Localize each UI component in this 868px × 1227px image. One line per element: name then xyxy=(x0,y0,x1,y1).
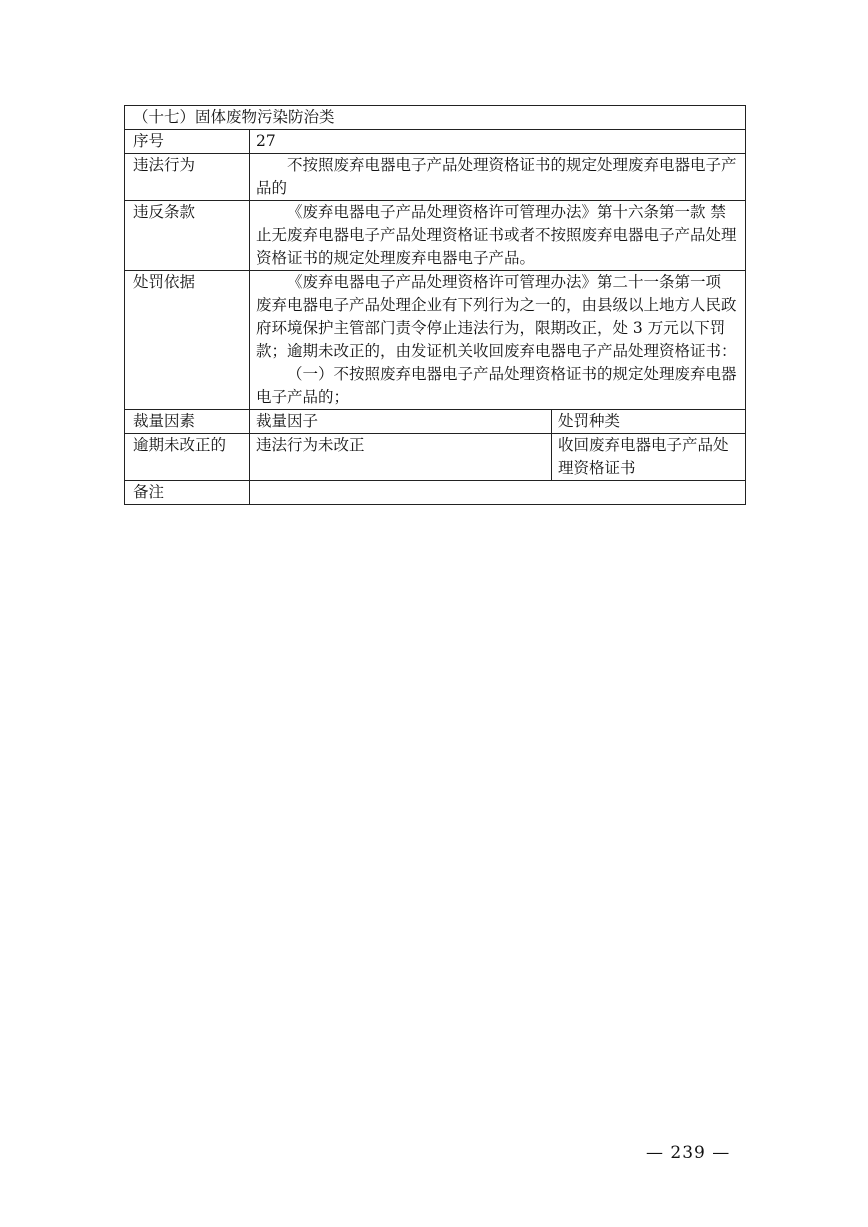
penalty-table xyxy=(124,105,746,505)
violated-clause-label: 违反条款 xyxy=(125,201,250,271)
violated-clause-cell xyxy=(250,201,746,271)
penalty-type-value: 收回废弃电器电子产品处理资格证书 xyxy=(552,434,746,481)
penalty-basis-label: 处罚依据 xyxy=(125,271,250,410)
penalty-basis-cell xyxy=(250,271,746,410)
discretion-row xyxy=(125,434,746,481)
remarks-row xyxy=(125,481,746,505)
violation-text: 不按照废弃电器电子产品处理资格证书的规定处理废弃电器电子产品的 xyxy=(256,156,737,197)
violated-clause-row xyxy=(125,201,746,271)
discretion-factors-label: 裁量因素 xyxy=(125,410,250,434)
discretion-factor-header: 裁量因子 xyxy=(250,410,552,434)
serial-value: 27 xyxy=(250,130,746,154)
section-title-row xyxy=(125,106,746,130)
serial-label: 序号 xyxy=(125,130,250,154)
remarks-label: 备注 xyxy=(125,481,250,505)
violation-cell xyxy=(250,154,746,201)
discretion-row-label: 逾期未改正的 xyxy=(125,434,250,481)
remarks-value xyxy=(250,481,746,505)
penalty-type-header: 处罚种类 xyxy=(552,410,746,434)
violated-clause-text: 《废弃电器电子产品处理资格许可管理办法》第十六条第一款 禁止无废弃电器电子产品处理资格证书或者不按照废弃电器电子产品处理资格证书的规定处理废弃电器电子产品。 xyxy=(256,203,737,267)
violation-row xyxy=(125,154,746,201)
penalty-basis-paragraph-2: （一）不按照废弃电器电子产品处理资格证书的规定处理废弃电器电子产品的； xyxy=(256,365,737,406)
page-number: — 239 — xyxy=(646,1143,731,1163)
penalty-basis-paragraph-1: 《废弃电器电子产品处理资格许可管理办法》第二十一条第一项 废弃电器电子产品处理企业有下列行为之一的，由县级以上地方人民政府环境保护主管部门责令停止违法行为，限期改正，处 3 万元以下罚款；逾期未改正的，由发证机关收回废弃电器电子产品处理资格证书： xyxy=(256,273,737,360)
serial-row xyxy=(125,130,746,154)
discretion-factor-value: 违法行为未改正 xyxy=(250,434,552,481)
section-title: （十七）固体废物污染防治类 xyxy=(125,106,746,130)
discretion-header-row xyxy=(125,410,746,434)
penalty-basis-row xyxy=(125,271,746,410)
violation-label: 违法行为 xyxy=(125,154,250,201)
